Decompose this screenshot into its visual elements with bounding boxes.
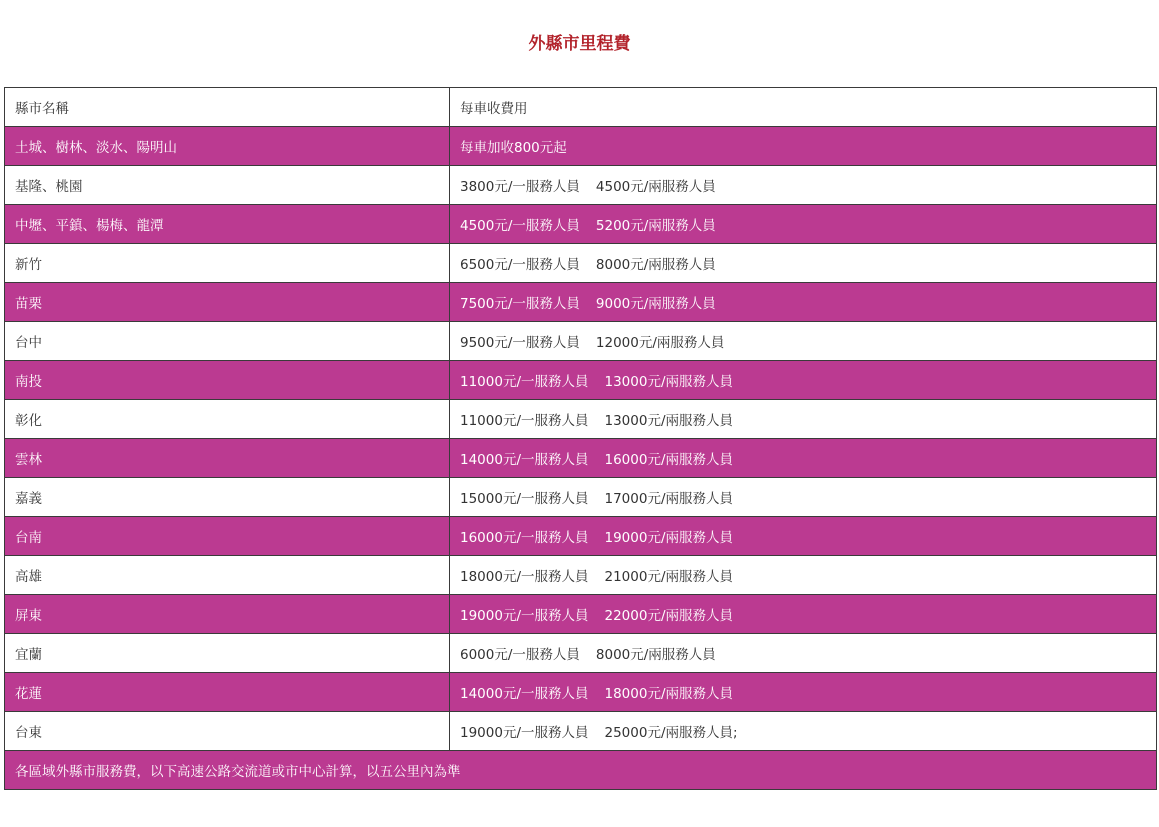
footer-note-row (5, 751, 1157, 790)
table-row (5, 400, 1157, 439)
table-row (5, 595, 1157, 634)
fee-cell (450, 283, 1157, 322)
fee-two-persons: 18000元/兩服務人員 (604, 686, 733, 702)
region-cell: 宜蘭 (5, 634, 450, 673)
fee-one-person: 19000元/一服務人員 (460, 608, 589, 624)
fee-one-person: 9500元/一服務人員 (460, 335, 580, 351)
table-row (5, 205, 1157, 244)
table-row (5, 166, 1157, 205)
table-row (5, 127, 1157, 166)
fee-two-persons: 8000元/兩服務人員 (595, 647, 716, 663)
table-body (5, 88, 1157, 790)
fee-one-person: 14000元/一服務人員 (460, 452, 589, 468)
fee-cell (450, 439, 1157, 478)
fee-two-persons: 21000元/兩服務人員 (604, 569, 733, 585)
fee-one-person: 16000元/一服務人員 (460, 530, 589, 546)
fee-one-person: 每車加收800元起 (460, 140, 567, 156)
table-row (5, 712, 1157, 751)
table-row (5, 244, 1157, 283)
fee-one-person: 6000元/一服務人員 (460, 647, 580, 663)
fee-two-persons: 16000元/兩服務人員 (604, 452, 733, 468)
fee-two-persons: 5200元/兩服務人員 (595, 218, 716, 234)
fee-cell (450, 712, 1157, 751)
fee-cell (450, 556, 1157, 595)
fee-one-person: 4500元/一服務人員 (460, 218, 580, 234)
footer-note: 各區域外縣市服務費，以下高速公路交流道或市中心計算，以五公里內為準 (5, 751, 1157, 790)
table-row (5, 634, 1157, 673)
table-header-row (5, 88, 1157, 127)
fee-one-person: 7500元/一服務人員 (460, 296, 580, 312)
region-cell: 南投 (5, 361, 450, 400)
region-cell: 彰化 (5, 400, 450, 439)
fee-two-persons: 13000元/兩服務人員 (604, 413, 733, 429)
fee-two-persons: 4500元/兩服務人員 (595, 179, 716, 195)
table-row (5, 478, 1157, 517)
fee-one-person: 14000元/一服務人員 (460, 686, 589, 702)
fee-two-persons: 12000元/兩服務人員 (595, 335, 725, 351)
fee-one-person: 19000元/一服務人員 (460, 725, 589, 741)
fee-cell (450, 127, 1157, 166)
fee-two-persons: 22000元/兩服務人員 (604, 608, 733, 624)
fee-two-persons: 17000元/兩服務人員 (604, 491, 733, 507)
fee-one-person: 15000元/一服務人員 (460, 491, 589, 507)
table-row (5, 439, 1157, 478)
page-title: 外縣市里程費 (528, 34, 631, 54)
table-row (5, 517, 1157, 556)
region-cell: 台東 (5, 712, 450, 751)
table-row (5, 283, 1157, 322)
region-cell: 苗栗 (5, 283, 450, 322)
region-cell: 雲林 (5, 439, 450, 478)
fee-one-person: 3800元/一服務人員 (460, 179, 580, 195)
table-row (5, 322, 1157, 361)
fee-cell (450, 322, 1157, 361)
fee-cell (450, 673, 1157, 712)
header-fee: 每車收費用 (450, 88, 1157, 127)
fee-cell (450, 517, 1157, 556)
region-cell: 高雄 (5, 556, 450, 595)
mileage-fee-table (4, 87, 1157, 790)
fee-one-person: 11000元/一服務人員 (460, 374, 589, 390)
fee-cell (450, 478, 1157, 517)
region-cell: 中壢、平鎮、楊梅、龍潭 (5, 205, 450, 244)
fee-two-persons: 13000元/兩服務人員 (604, 374, 733, 390)
region-cell: 嘉義 (5, 478, 450, 517)
table-row (5, 556, 1157, 595)
region-cell: 土城、樹林、淡水、陽明山 (5, 127, 450, 166)
table-row (5, 673, 1157, 712)
region-cell: 台中 (5, 322, 450, 361)
fee-two-persons: 19000元/兩服務人員 (604, 530, 733, 546)
fee-cell (450, 205, 1157, 244)
fee-one-person: 11000元/一服務人員 (460, 413, 589, 429)
fee-cell (450, 634, 1157, 673)
table-row (5, 361, 1157, 400)
region-cell: 屏東 (5, 595, 450, 634)
region-cell: 新竹 (5, 244, 450, 283)
fee-one-person: 6500元/一服務人員 (460, 257, 580, 273)
fee-two-persons: 9000元/兩服務人員 (595, 296, 716, 312)
fee-cell (450, 595, 1157, 634)
fee-cell (450, 244, 1157, 283)
fee-two-persons: 8000元/兩服務人員 (595, 257, 716, 273)
fee-one-person: 18000元/一服務人員 (460, 569, 589, 585)
fee-two-persons: 25000元/兩服務人員; (604, 725, 738, 741)
fee-cell (450, 361, 1157, 400)
fee-cell (450, 166, 1157, 205)
fee-cell (450, 400, 1157, 439)
header-region: 縣市名稱 (5, 88, 450, 127)
region-cell: 花蓮 (5, 673, 450, 712)
region-cell: 基隆、桃園 (5, 166, 450, 205)
region-cell: 台南 (5, 517, 450, 556)
